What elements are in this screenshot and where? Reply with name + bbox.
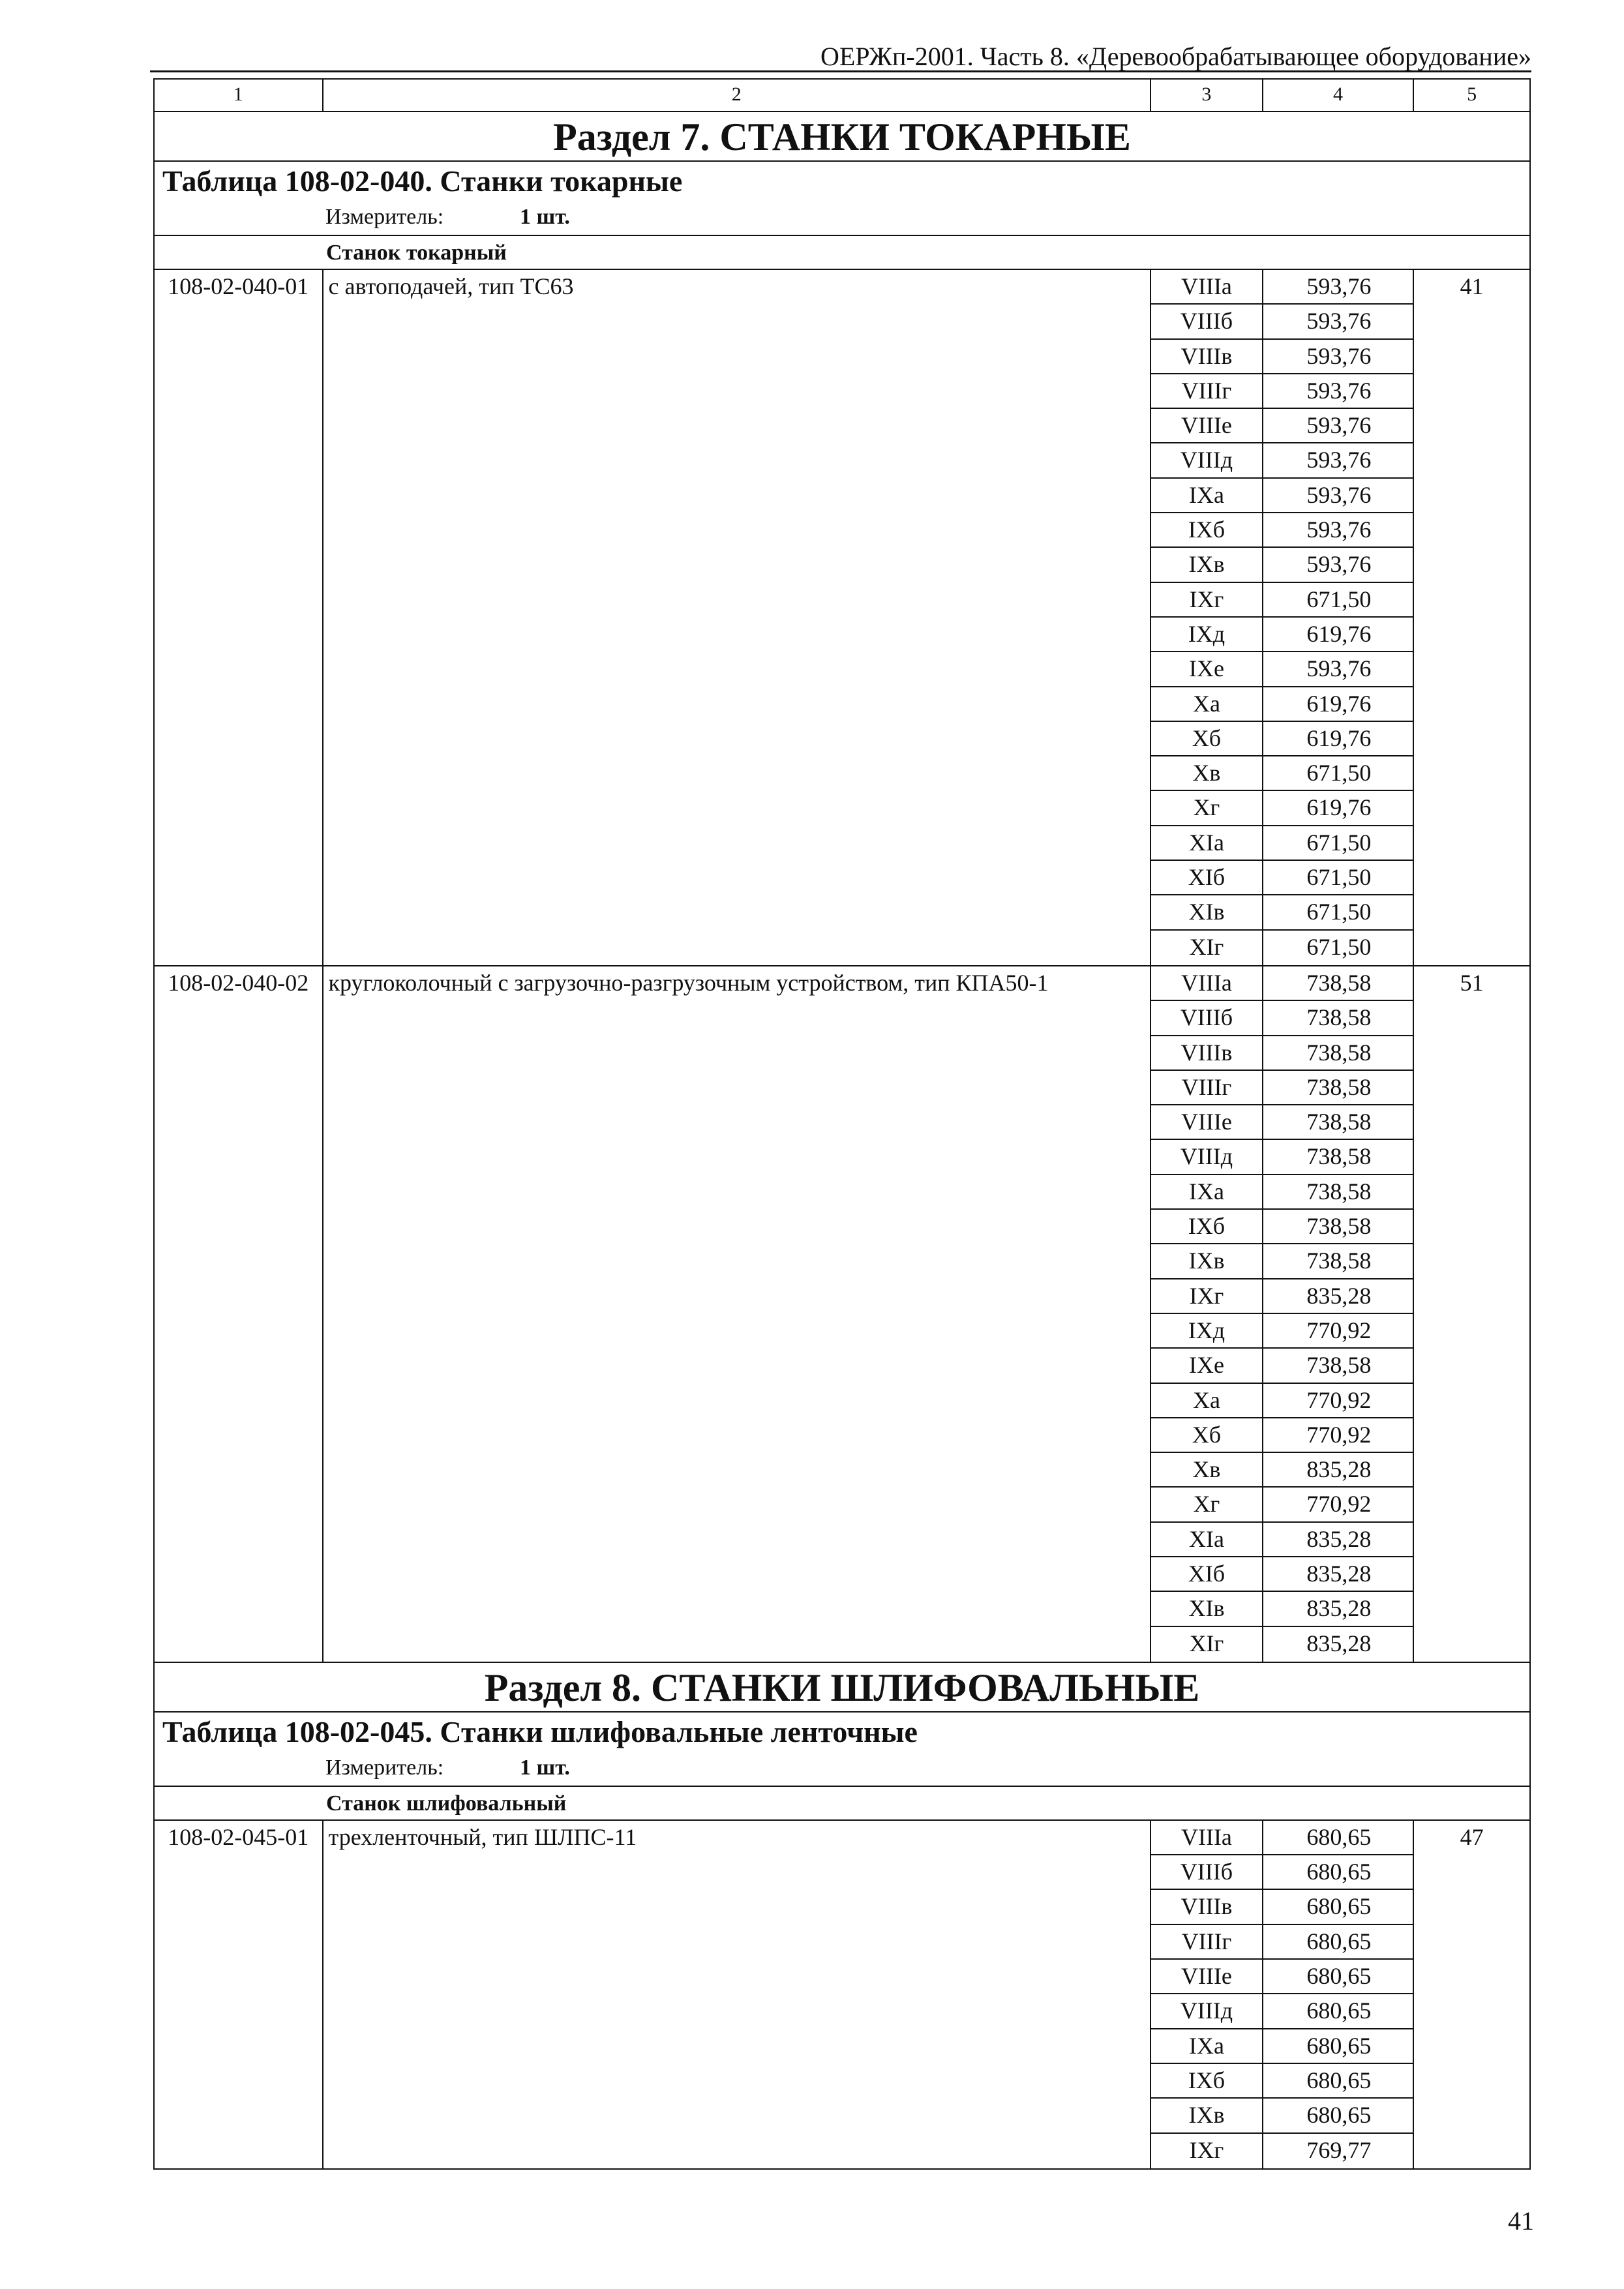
price-cell: 593,76 bbox=[1263, 270, 1413, 305]
zone-cell: Xа bbox=[1151, 687, 1262, 722]
price-cell: 680,65 bbox=[1263, 1890, 1413, 1924]
price-cell: 671,50 bbox=[1306, 933, 1372, 960]
column-number: 3 bbox=[1151, 80, 1263, 111]
zone-cell: IXа bbox=[1151, 479, 1262, 513]
entry-code: 108-02-040-01 bbox=[155, 270, 323, 965]
entry-code: 108-02-040-02 bbox=[155, 966, 323, 1662]
page-number: 41 bbox=[1508, 2206, 1534, 2236]
price-cell: 738,58 bbox=[1263, 1001, 1413, 1036]
price-cell: 680,65 bbox=[1263, 1960, 1413, 1994]
price-cell: 680,65 bbox=[1263, 2029, 1413, 2064]
price-cell: 619,76 bbox=[1263, 618, 1413, 652]
price-cell: 738,58 bbox=[1263, 966, 1413, 1001]
price-cell: 680,65 bbox=[1263, 1855, 1413, 1890]
price-cell: 770,92 bbox=[1263, 1384, 1413, 1418]
running-title: ОЕРЖп-2001. Часть 8. «Деревообрабатывающее оборудование» bbox=[820, 42, 1531, 71]
zone-cell: IXв bbox=[1151, 548, 1262, 582]
measure-line bbox=[155, 1752, 1529, 1786]
zone-cell: IXб bbox=[1151, 513, 1262, 548]
column-number: 5 bbox=[1467, 83, 1477, 105]
price-cell: 593,76 bbox=[1263, 340, 1413, 374]
price-cell: 593,76 bbox=[1263, 652, 1413, 687]
price-cell: 738,58 bbox=[1263, 1071, 1413, 1105]
measure-value: 1 шт. bbox=[520, 205, 570, 229]
price-cell: 593,76 bbox=[1263, 374, 1413, 409]
zone-cell: Xб bbox=[1151, 722, 1262, 756]
table-heading bbox=[155, 1713, 1529, 1787]
price-cell: 593,76 bbox=[1263, 443, 1413, 478]
price-cell: 835,28 bbox=[1263, 1453, 1413, 1488]
price-cell: 680,65 bbox=[1263, 2099, 1413, 2133]
price-cell: 835,28 bbox=[1263, 1279, 1413, 1314]
price-cell: 835,28 bbox=[1263, 1523, 1413, 1557]
zone-cell: Xг bbox=[1151, 791, 1262, 826]
table-row bbox=[155, 270, 1529, 966]
zone-cell: IXг bbox=[1151, 583, 1262, 618]
zone-cell: VIIIв bbox=[1151, 1036, 1262, 1071]
table-title: Таблица 108-02-045. Станки шлифовальные ленточные bbox=[162, 1714, 918, 1748]
entry-description: круглоколочный с загрузочно-разгрузочным устройством, тип КПА50-1 bbox=[323, 966, 1152, 1662]
column-number-row bbox=[155, 80, 1529, 112]
price-cell: 671,50 bbox=[1263, 756, 1413, 791]
zone-cell: IXв bbox=[1151, 2099, 1262, 2133]
price-cell: 770,92 bbox=[1263, 1488, 1413, 1522]
entry-description: трехленточный, тип ШЛПС-11 bbox=[323, 1821, 1152, 2168]
price-cell: 738,58 bbox=[1263, 1140, 1413, 1174]
zone-cell: IXв bbox=[1151, 1244, 1262, 1279]
price-column bbox=[1263, 270, 1415, 965]
table-row bbox=[155, 966, 1529, 1663]
zone-cell: VIIIв bbox=[1151, 340, 1262, 374]
price-cell: 671,50 bbox=[1263, 826, 1413, 861]
group-label: Станок токарный bbox=[155, 236, 1529, 270]
section-title: Раздел 8. СТАНКИ ШЛИФОВАЛЬНЫЕ bbox=[155, 1663, 1529, 1713]
table-row bbox=[155, 1821, 1529, 2168]
price-cell: 738,58 bbox=[1263, 1105, 1413, 1140]
zone-column bbox=[1151, 1821, 1263, 2168]
zone-cell: VIIIг bbox=[1151, 1925, 1262, 1960]
zone-cell: IXг bbox=[1189, 2136, 1224, 2163]
zone-cell: VIIIб bbox=[1151, 1001, 1262, 1036]
group-label: Станок шлифовальный bbox=[155, 1787, 1529, 1821]
zone-cell: Xв bbox=[1151, 1453, 1262, 1488]
zone-cell: XIб bbox=[1151, 1557, 1262, 1592]
price-column bbox=[1263, 1821, 1415, 2168]
price-cell: 593,76 bbox=[1263, 409, 1413, 443]
zone-cell: VIIIд bbox=[1151, 1140, 1262, 1174]
price-cell: 738,58 bbox=[1263, 1175, 1413, 1210]
zone-cell: VIIIа bbox=[1151, 966, 1262, 1001]
zone-cell: IXе bbox=[1151, 1349, 1262, 1383]
measure-label: Измеритель: bbox=[325, 205, 444, 229]
zone-column bbox=[1151, 966, 1263, 1662]
zone-cell: XIа bbox=[1151, 1523, 1262, 1557]
zone-cell: VIIIг bbox=[1151, 1071, 1262, 1105]
price-cell: 671,50 bbox=[1263, 583, 1413, 618]
zone-cell: VIIIг bbox=[1151, 374, 1262, 409]
price-cell: 619,76 bbox=[1263, 722, 1413, 756]
price-table bbox=[153, 78, 1531, 2170]
price-cell: 619,76 bbox=[1263, 687, 1413, 722]
zone-cell: IXа bbox=[1151, 2029, 1262, 2064]
zone-cell: IXг bbox=[1151, 1279, 1262, 1314]
zone-cell: XIа bbox=[1151, 826, 1262, 861]
zone-cell: VIIIе bbox=[1151, 409, 1262, 443]
column-number: 4 bbox=[1263, 80, 1415, 111]
zone-cell: VIIIа bbox=[1151, 1821, 1262, 1855]
zone-cell: VIIIе bbox=[1151, 1105, 1262, 1140]
zone-cell: Xб bbox=[1151, 1418, 1262, 1453]
price-cell: 738,58 bbox=[1263, 1210, 1413, 1244]
measure-label: Измеритель: bbox=[325, 1755, 444, 1780]
section-title: Раздел 7. СТАНКИ ТОКАРНЫЕ bbox=[155, 112, 1529, 162]
price-cell: 593,76 bbox=[1263, 548, 1413, 582]
zone-cell: XIб bbox=[1151, 861, 1262, 895]
price-cell: 671,50 bbox=[1263, 895, 1413, 930]
price-cell: 738,58 bbox=[1263, 1349, 1413, 1383]
price-cell: 738,58 bbox=[1263, 1244, 1413, 1279]
price-cell: 593,76 bbox=[1263, 479, 1413, 513]
zone-cell: VIIIд bbox=[1151, 443, 1262, 478]
price-column bbox=[1263, 966, 1415, 1662]
table-title: Таблица 108-02-040. Станки токарные bbox=[162, 164, 683, 198]
entry-norm: 51 bbox=[1460, 969, 1484, 996]
zone-cell: XIв bbox=[1151, 895, 1262, 930]
price-cell: 835,28 bbox=[1306, 1630, 1372, 1656]
price-cell: 835,28 bbox=[1263, 1592, 1413, 1626]
price-cell: 680,65 bbox=[1263, 2064, 1413, 2099]
zone-cell: XIг bbox=[1189, 1630, 1224, 1656]
price-cell: 770,92 bbox=[1263, 1418, 1413, 1453]
entry-description: с автоподачей, тип ТС63 bbox=[323, 270, 1152, 965]
column-number: 2 bbox=[323, 80, 1152, 111]
zone-cell: VIIIа bbox=[1151, 270, 1262, 305]
zone-cell: Xв bbox=[1151, 756, 1262, 791]
zone-cell: IXд bbox=[1151, 1314, 1262, 1349]
price-cell: 769,77 bbox=[1306, 2136, 1372, 2163]
price-cell: 593,76 bbox=[1263, 305, 1413, 339]
column-number: 1 bbox=[155, 80, 323, 111]
table-heading bbox=[155, 162, 1529, 236]
price-cell: 619,76 bbox=[1263, 791, 1413, 826]
zone-cell: Xа bbox=[1151, 1384, 1262, 1418]
entry-norm: 47 bbox=[1460, 1823, 1484, 1850]
price-cell: 835,28 bbox=[1263, 1557, 1413, 1592]
price-cell: 680,65 bbox=[1263, 1994, 1413, 2029]
zone-cell: VIIIб bbox=[1151, 305, 1262, 339]
zone-cell: XIв bbox=[1151, 1592, 1262, 1626]
price-cell: 680,65 bbox=[1263, 1925, 1413, 1960]
price-cell: 593,76 bbox=[1263, 513, 1413, 548]
measure-value: 1 шт. bbox=[520, 1755, 570, 1780]
sections bbox=[155, 112, 1529, 2168]
price-cell: 671,50 bbox=[1263, 861, 1413, 895]
zone-cell: VIIIд bbox=[1151, 1994, 1262, 2029]
price-cell: 680,65 bbox=[1263, 1821, 1413, 1855]
zone-cell: VIIIв bbox=[1151, 1890, 1262, 1924]
price-cell: 770,92 bbox=[1263, 1314, 1413, 1349]
zone-cell: IXб bbox=[1151, 2064, 1262, 2099]
zone-column bbox=[1151, 270, 1263, 965]
zone-cell: IXе bbox=[1151, 652, 1262, 687]
zone-cell: VIIIб bbox=[1151, 1855, 1262, 1890]
zone-cell: IXд bbox=[1151, 618, 1262, 652]
header-rule bbox=[150, 70, 1531, 72]
entry-norm: 41 bbox=[1460, 273, 1484, 299]
entry-code: 108-02-045-01 bbox=[155, 1821, 323, 2168]
zone-cell: IXб bbox=[1151, 1210, 1262, 1244]
zone-cell: IXа bbox=[1151, 1175, 1262, 1210]
price-cell: 738,58 bbox=[1263, 1036, 1413, 1071]
zone-cell: VIIIе bbox=[1151, 1960, 1262, 1994]
zone-cell: XIг bbox=[1189, 933, 1224, 960]
measure-line bbox=[155, 201, 1529, 235]
zone-cell: Xг bbox=[1151, 1488, 1262, 1522]
